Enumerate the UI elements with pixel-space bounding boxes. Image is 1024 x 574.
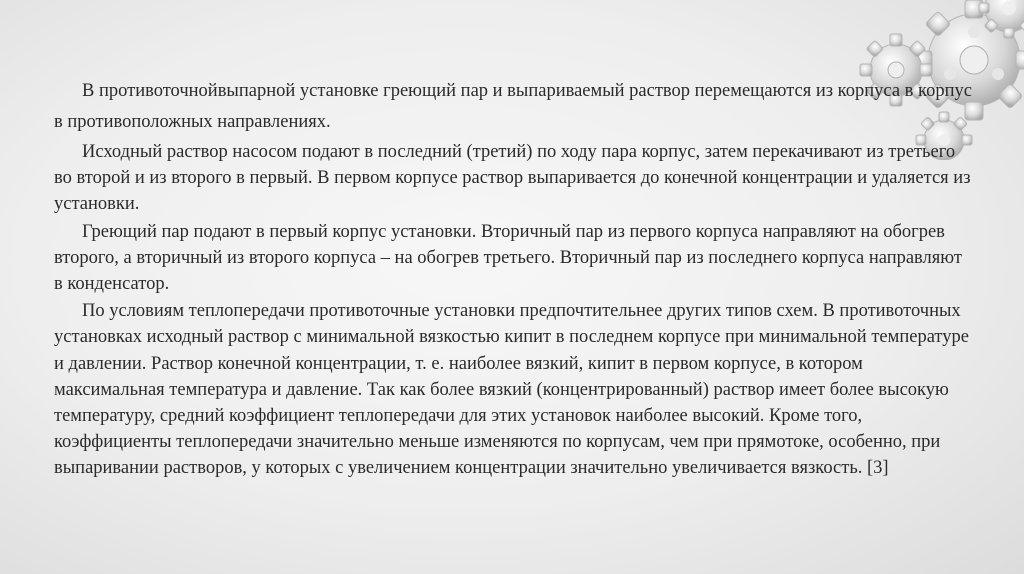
- paragraph-3: Греющий пар подают в первый корпус установки. Вторичный пар из первого корпуса направляют на обогрев второго, а вторичный из второго корпуса – на обогрев третьего. Вторичный пар из последнего корпуса направляют в конденсатор.: [54, 221, 962, 295]
- paragraph-4: По условиям теплопередачи противоточные установки предпочтительнее других типов схем. В противоточных установках исходный раствор с минимальной вязкостью кипит в последнем корпусе при минимальной температуре и давлении. Раствор конечной концентрации, т. е. наиболее вязкий, кипит в первом корпусе, в котором максимальная температура и давление. Так как более вязкий (концентрированный) раствор имеет более высокую температуру, средний коэффициент теплопередачи для этих установок наиболее высокий. Кроме того, коэффициенты теплопередачи значительно меньше изменяются по корпусам, чем при прямотоке, особенно, при выпаривании растворов, у которых с увеличением концентрации значительно увеличивается вязкость. [3]: [54, 301, 969, 479]
- body-text: [54, 76, 974, 483]
- paragraph-1: В противоточнойвыпарной установке греющий пар и выпариваемый раствор перемещаются из корпуса в корпус в противоположных направлениях.: [54, 81, 972, 132]
- paragraph-2: Исходный раствор насосом подают в последний (третий) по ходу пара корпус, затем перекачивают из третьего во второй и из второго в первый. В первом корпусе раствор выпаривается до конечной концентрации и удаляется из установки.: [54, 142, 971, 215]
